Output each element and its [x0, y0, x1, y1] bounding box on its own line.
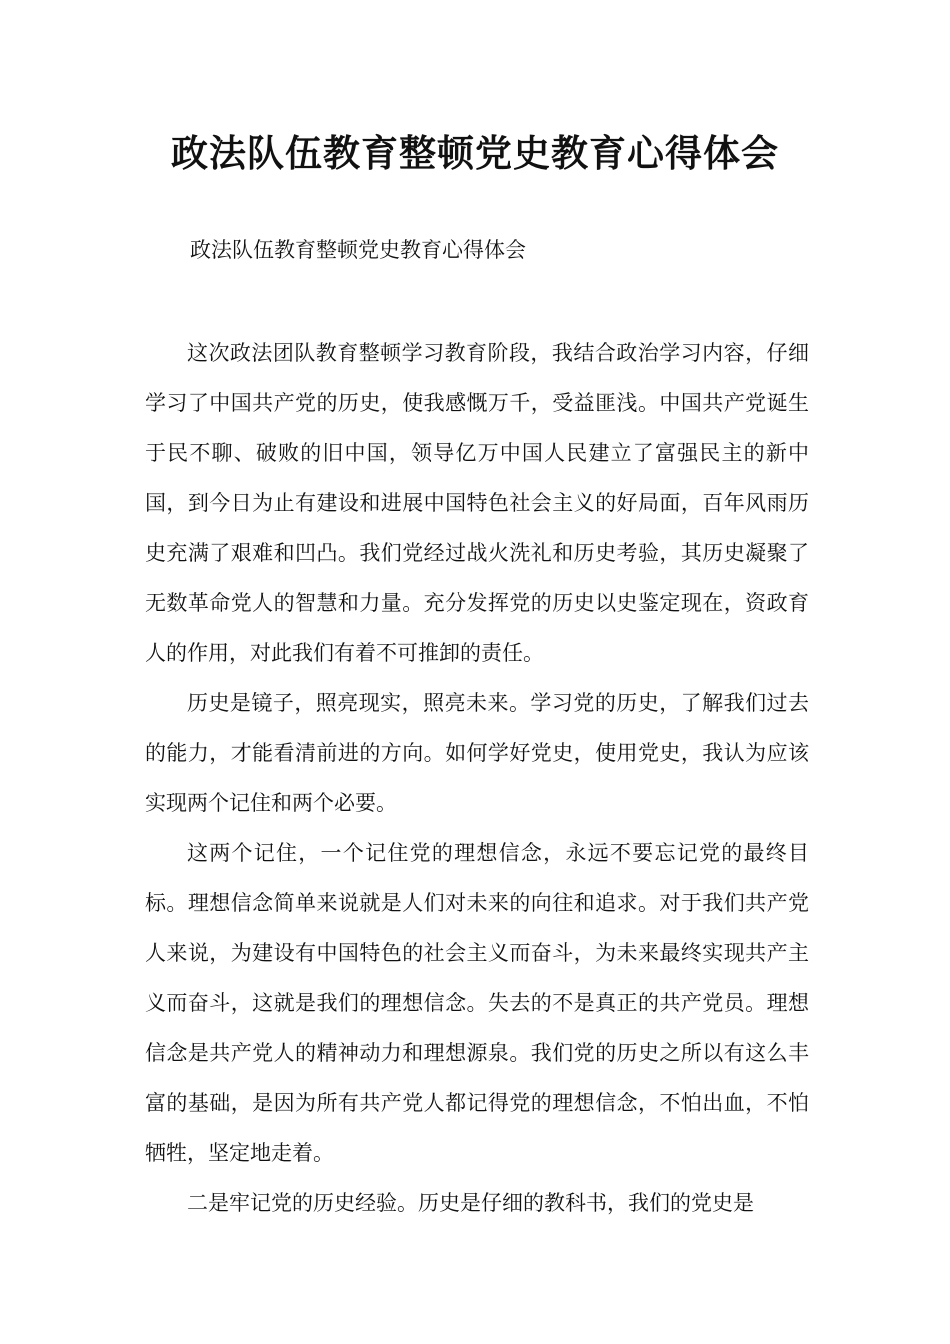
document-body	[145, 328, 809, 1228]
body-paragraph: 这次政法团队教育整顿学习教育阶段，我结合政治学习内容，仔细学习了中国共产党的历史，使我感慨万千，受益匪浅。中国共产党诞生于民不聊、破败的旧中国，领导亿万中国人民建立了富强民主的新中国，到今日为止有建设和进展中国特色社会主义的好局面，百年风雨历史充满了艰难和凹凸。我们党经过战火洗礼和历史考验，其历史凝聚了无数革命党人的智慧和力量。充分发挥党的历史以史鉴定现在，资政育人的作用，对此我们有着不可推卸的责任。	[145, 341, 809, 665]
body-paragraph: 二是牢记党的历史经验。历史是仔细的教科书，我们的党史是	[187, 1191, 754, 1215]
body-paragraph: 这两个记住，一个记住党的理想信念，永远不要忘记党的最终目标。理想信念简单来说就是人们对未来的向往和追求。对于我们共产党人来说，为建设有中国特色的社会主义而奋斗，为未来最终实现共产主义而奋斗，这就是我们的理想信念。失去的不是真正的共产党员。理想信念是共产党人的精神动力和理想源泉。我们党的历史之所以有这么丰富的基础，是因为所有共产党人都记得党的理想信念，不怕出血，不怕牺牲，坚定地走着。	[145, 841, 809, 1165]
document-title: 政法队伍教育整顿党史教育心得体会	[171, 132, 779, 175]
document-subtitle: 政法队伍教育整顿党史教育心得体会	[190, 238, 526, 262]
body-paragraph: 历史是镜子，照亮现实，照亮未来。学习党的历史，了解我们过去的能力，才能看清前进的方向。如何学好党史，使用党史，我认为应该实现两个记住和两个必要。	[145, 691, 809, 815]
